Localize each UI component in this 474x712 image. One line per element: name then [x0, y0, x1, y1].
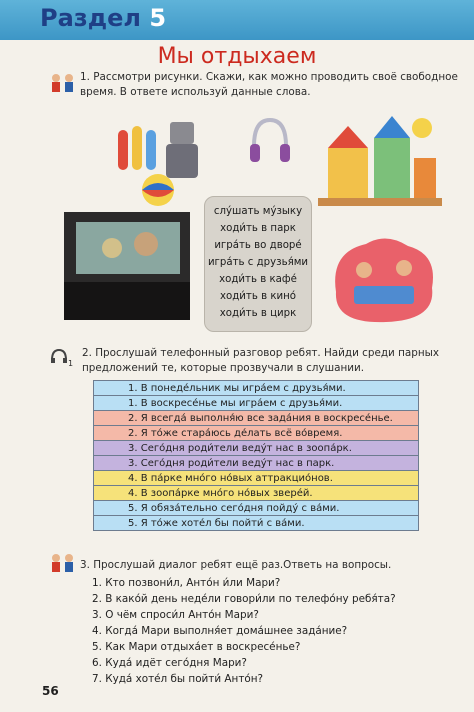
sentence-row: [94, 486, 419, 501]
two-kids-icon: [48, 552, 78, 576]
question-item: 6. Куда́ идёт сего́дня Мари?: [92, 657, 247, 669]
cinema-photo: [64, 212, 190, 320]
task2-line1: 2. Прослушай телефонный разговор ребят. Найди среди парных: [82, 347, 439, 359]
sentence-row: [94, 471, 419, 486]
sentence-text: 4. В зоопа́рке мно́го но́вых звере́й.: [94, 486, 419, 501]
task2-line2: предложений те, которые прозвучали в слушании.: [82, 362, 365, 374]
page-number: 56: [42, 684, 59, 698]
sentence-row: [94, 411, 419, 426]
sentence-text: 3. Сего́дня роди́тели веду́т нас в парк.: [94, 456, 419, 471]
section-word: Раздел: [40, 4, 141, 32]
section-number: 5: [149, 4, 167, 32]
question-item: 2. В како́й день неде́ли говори́ли по телефо́ну ребя́та?: [92, 593, 396, 605]
section-header: [0, 0, 474, 40]
word-item: ходи́ть в цирк: [219, 308, 297, 319]
sentence-text: 1. В воскресе́нье мы игра́ем с друзья́ми.: [94, 396, 419, 411]
sentence-text: 5. Я то́же хоте́л бы пойти́ с ва́ми.: [94, 516, 419, 531]
question-item: 3. О чём спроси́л Анто́н Мари?: [92, 609, 259, 621]
task1-instructions: [80, 70, 458, 100]
two-kids-icon: [48, 72, 78, 96]
playground-illustration: [318, 108, 442, 214]
toys-illustration: [112, 118, 222, 208]
sentence-row: [94, 516, 419, 531]
sentence-row: [94, 426, 419, 441]
word-bank: [204, 196, 312, 332]
sentence-row: [94, 456, 419, 471]
question-item: 1. Кто позвони́л, Анто́н и́ли Мари?: [92, 577, 281, 589]
word-item: ходи́ть в кино́: [219, 291, 296, 302]
task2-instructions: [82, 346, 439, 376]
word-item: ходи́ть в кафе́: [219, 274, 297, 285]
sentence-row: [94, 501, 419, 516]
cafe-illustration: [326, 232, 440, 326]
headphones-illustration: [248, 116, 292, 170]
sentence-row: [94, 441, 419, 456]
sentence-row: [94, 396, 419, 411]
question-item: 5. Как Мари отдыха́ет в воскресе́нье?: [92, 641, 301, 653]
questions-list: [92, 575, 396, 687]
audio-track-number: 1: [68, 359, 74, 368]
sentence-text: 2. Я всегда́ выполня́ю все зада́ния в воскресе́нье.: [94, 411, 419, 426]
sentence-text: 2. Я то́же стара́юсь де́лать всё во́время.: [94, 426, 419, 441]
word-item: слу́шать му́зыку: [213, 206, 303, 217]
headphones-audio-icon: [50, 348, 68, 364]
word-item: игра́ть с друзья́ми: [207, 257, 309, 268]
sentence-text: 4. В па́рке мно́го но́вых аттракцио́нов.: [94, 471, 419, 486]
word-item: ходи́ть в парк: [220, 223, 296, 234]
sentence-text: 3. Сего́дня роди́тели веду́т нас в зоопа́рк.: [94, 441, 419, 456]
task1-line1: 1. Рассмотри рисунки. Скажи, как можно проводить своё свободное: [80, 71, 458, 83]
section-title: [40, 4, 166, 32]
word-item: игра́ть во дворе́: [214, 240, 302, 251]
question-item: 4. Когда́ Мари выполня́ет дома́шнее зада́ние?: [92, 625, 348, 637]
question-item: 7. Куда́ хоте́л бы пойти́ Анто́н?: [92, 673, 264, 685]
task3-instructions: 3. Прослушай диалог ребят ещё раз.Ответь на вопросы.: [80, 559, 392, 571]
lesson-title: Мы отдыхаем: [157, 44, 317, 69]
task1-line2: время. В ответе используй данные слова.: [80, 86, 311, 98]
sentence-text: 1. В понеде́льник мы игра́ем с друзья́ми.: [94, 381, 419, 396]
sentence-row: [94, 381, 419, 396]
sentence-text: 5. Я обяза́тельно сего́дня пойду́ с ва́ми.: [94, 501, 419, 516]
sentence-pairs-table: [93, 380, 419, 531]
